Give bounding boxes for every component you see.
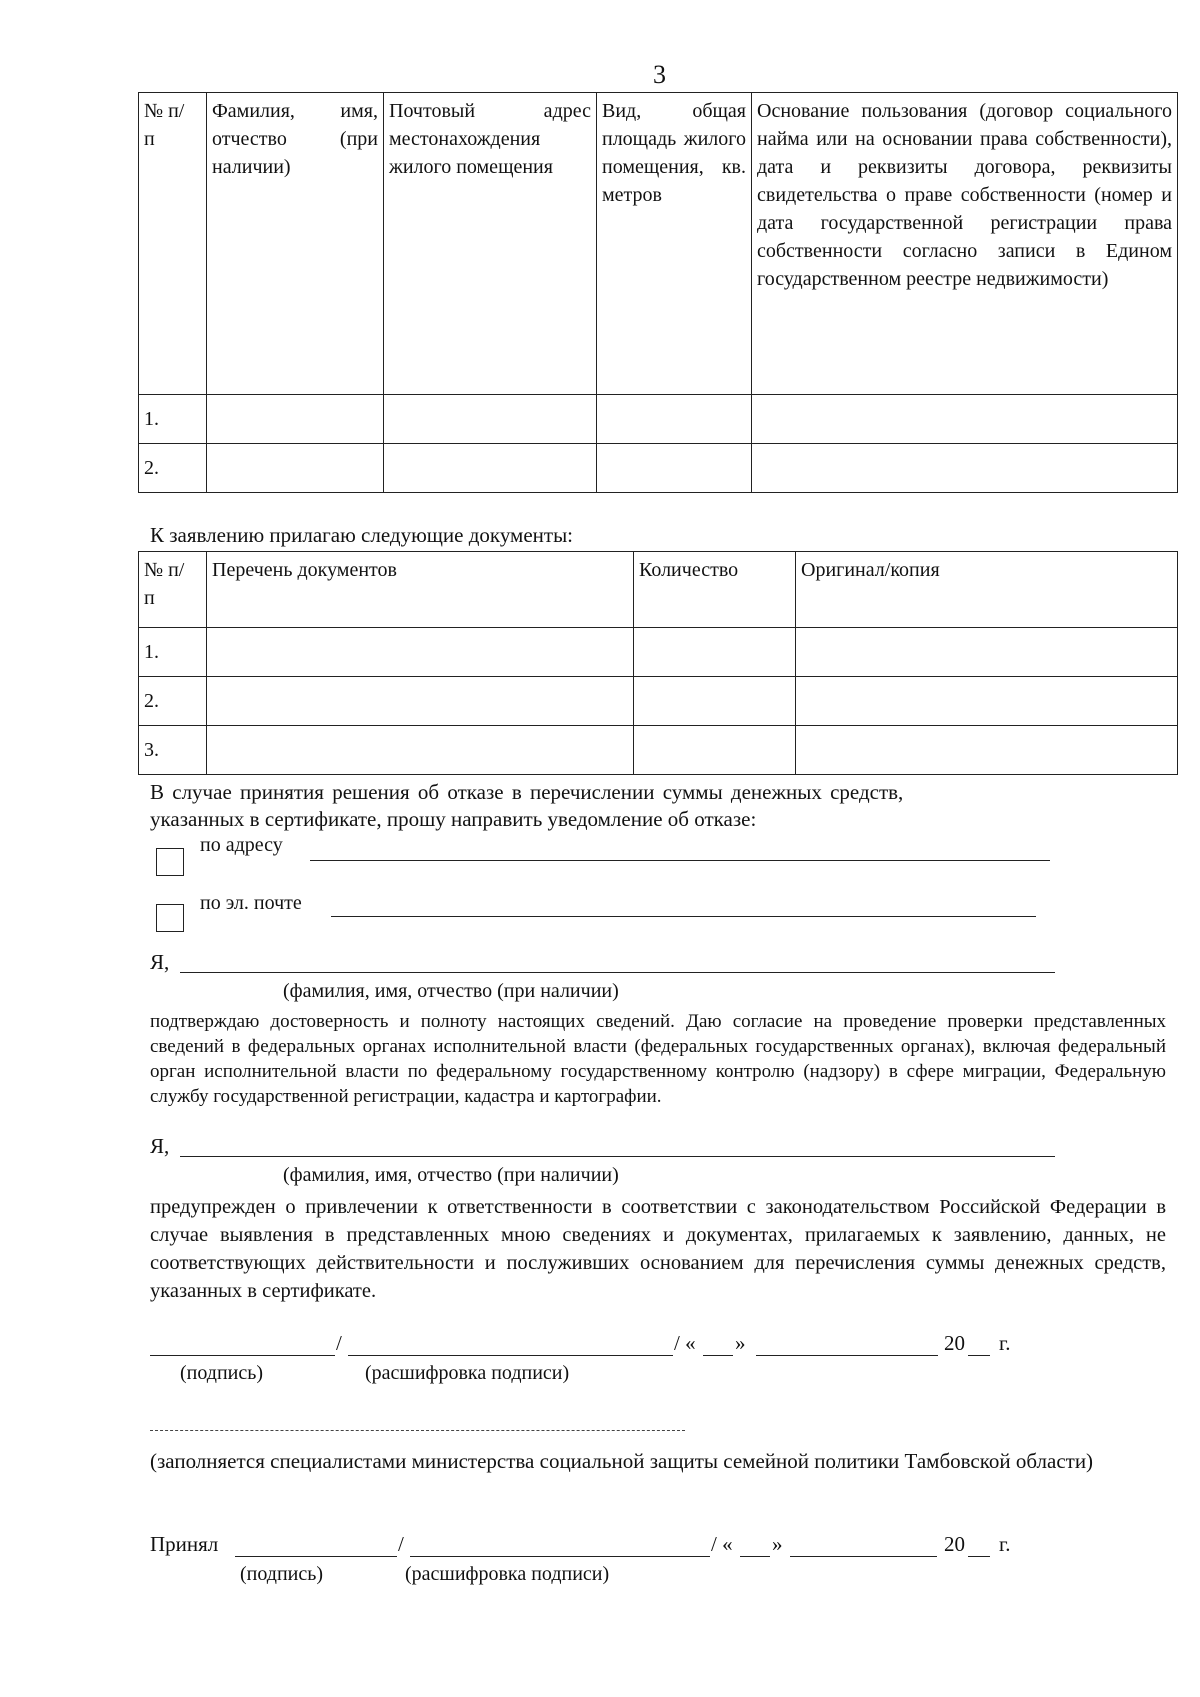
- row-number: 2.: [139, 677, 207, 726]
- year-suffix: г.: [999, 1532, 1011, 1556]
- accepted-signature-line[interactable]: [235, 1556, 397, 1557]
- cell-address-2[interactable]: [384, 444, 597, 493]
- cell-original-3[interactable]: [796, 726, 1178, 775]
- by-address-label: по адресу: [200, 834, 283, 856]
- col-header-documents: Перечень документов: [207, 552, 634, 628]
- refusal-text-line-1: В случае принятия решения об отказе в перечислении суммы денежных средств,: [150, 780, 904, 804]
- cell-document-1[interactable]: [207, 628, 634, 677]
- col-header-number: № п/п: [139, 552, 207, 628]
- cell-basis-2[interactable]: [752, 444, 1178, 493]
- address-input-line[interactable]: [310, 860, 1050, 861]
- slash: /: [336, 1331, 342, 1355]
- col-header-quantity: Количество: [634, 552, 796, 628]
- col-header-basis: Основание пользования (договор социального найма или на основании права собственности), дата и реквизиты договора, реквизиты свидетельства о праве собственности (номер и дата государственной регистрации права собственности согласно записи в Едином государственном реестре недвижимости): [752, 93, 1178, 395]
- email-input-line[interactable]: [331, 916, 1036, 917]
- date-open: / «: [711, 1532, 733, 1556]
- cell-document-3[interactable]: [207, 726, 634, 775]
- cell-address-1[interactable]: [384, 395, 597, 444]
- slash: /: [398, 1532, 404, 1556]
- cell-fio-2[interactable]: [207, 444, 384, 493]
- accepted-label: Принял: [150, 1532, 219, 1556]
- year-input-line[interactable]: [968, 1355, 990, 1356]
- warning-text: предупрежден о привлечении к ответственности в соответствии с законодательством Российской Федерации в случае выявления в представленных мною сведениях и документах, прилагаемых к заявлению, данных, не соответствующих действительности и послуживших основанием для перечисления суммы денежных средств, указанных в сертификате.: [150, 1196, 1166, 1302]
- signature-decoding-line[interactable]: [348, 1355, 673, 1356]
- year-suffix: г.: [999, 1331, 1011, 1355]
- col-header-original: Оригинал/копия: [796, 552, 1178, 628]
- cell-quantity-2[interactable]: [634, 677, 796, 726]
- cell-original-2[interactable]: [796, 677, 1178, 726]
- cell-document-2[interactable]: [207, 677, 634, 726]
- consent-text: подтверждаю достоверность и полноту настоящих сведений. Даю согласие на проведение проверки представленных сведений в федеральных органах исполнительной власти (федеральных государственных органах), включая федеральный орган исполнительной власти по федеральному государственному контролю (надзору) в сфере миграции, Федеральную службу государственной регистрации, кадастра и картографии.: [150, 1011, 1166, 1107]
- date-open: / «: [674, 1331, 696, 1355]
- docs-intro: К заявлению прилагаю следующие документы:: [150, 523, 574, 547]
- cell-fio-1[interactable]: [207, 395, 384, 444]
- year-prefix: 20: [944, 1532, 965, 1556]
- by-address-checkbox[interactable]: [156, 848, 184, 876]
- ya-label: Я,: [150, 950, 170, 974]
- decoding-caption: (расшифровка подписи): [365, 1362, 570, 1384]
- date-close: »: [772, 1532, 783, 1556]
- fio-caption: (фамилия, имя, отчество (при наличии): [283, 1164, 619, 1186]
- by-email-checkbox[interactable]: [156, 904, 184, 932]
- by-email-label: по эл. почте: [200, 892, 302, 914]
- col-header-address: Почтовый адрес местонахождения жилого помещения: [384, 93, 597, 395]
- cell-quantity-3[interactable]: [634, 726, 796, 775]
- col-header-fio: Фамилия, имя, отчество (при наличии): [207, 93, 384, 395]
- decoding-caption: (расшифровка подписи): [405, 1563, 610, 1585]
- accepted-day-line[interactable]: [740, 1556, 770, 1557]
- refusal-text-line-2: указанных в сертификате, прошу направить уведомление об отказе:: [150, 807, 757, 831]
- cell-area-1[interactable]: [597, 395, 752, 444]
- cell-quantity-1[interactable]: [634, 628, 796, 677]
- cell-area-2[interactable]: [597, 444, 752, 493]
- cell-original-1[interactable]: [796, 628, 1178, 677]
- row-number: 1.: [139, 628, 207, 677]
- documents-table: [138, 551, 1178, 775]
- col-header-area: Вид, общая площадь жилого помещения, кв. метров: [597, 93, 752, 395]
- row-number: 2.: [139, 444, 207, 493]
- row-number: 1.: [139, 395, 207, 444]
- accepted-decoding-line[interactable]: [410, 1556, 710, 1557]
- signature-caption: (подпись): [240, 1563, 324, 1585]
- fio-input-line[interactable]: [180, 972, 1055, 973]
- fio-input-line[interactable]: [180, 1156, 1055, 1157]
- date-close: »: [735, 1331, 746, 1355]
- accepted-year-line[interactable]: [968, 1556, 990, 1557]
- fio-caption: (фамилия, имя, отчество (при наличии): [283, 980, 619, 1002]
- cut-line: [150, 1430, 685, 1431]
- year-prefix: 20: [944, 1331, 965, 1355]
- specialist-note: (заполняется специалистами министерства социальной защиты семейной политики Тамбовской области): [150, 1449, 1094, 1473]
- accepted-month-line[interactable]: [790, 1556, 937, 1557]
- signature-line[interactable]: [150, 1355, 335, 1356]
- page-number: 3: [653, 60, 666, 89]
- day-input-line[interactable]: [703, 1355, 733, 1356]
- ya-label: Я,: [150, 1134, 170, 1158]
- cell-basis-1[interactable]: [752, 395, 1178, 444]
- housing-table: [138, 92, 1178, 493]
- row-number: 3.: [139, 726, 207, 775]
- col-header-number: № п/п: [139, 93, 207, 395]
- month-input-line[interactable]: [756, 1355, 938, 1356]
- signature-caption: (подпись): [180, 1362, 264, 1384]
